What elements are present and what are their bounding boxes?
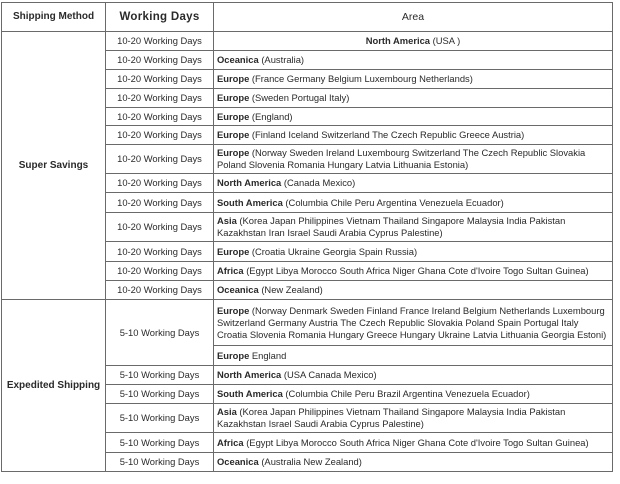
countries-label: (Croatia Ukraine Georgia Spain Russia) [251, 245, 418, 257]
method-cell: Expedited Shipping [2, 300, 106, 472]
area-cell [214, 193, 613, 213]
days-cell: 10-20 Working Days [106, 213, 214, 242]
region-label: Europe [217, 245, 250, 257]
method-cell: Super Savings [2, 32, 106, 300]
countries-label: (USA ) [432, 35, 461, 46]
region-label: Europe [217, 349, 250, 361]
region-label: North America [365, 35, 431, 46]
region-label: Europe [217, 129, 250, 140]
days-cell: 5-10 Working Days [106, 385, 214, 404]
area-cell [214, 145, 613, 174]
region-label: North America [217, 177, 282, 188]
region-label: Asia [217, 215, 237, 226]
header-row [2, 3, 613, 32]
area-cell [214, 366, 613, 385]
days-cell: 5-10 Working Days [106, 366, 214, 385]
area-cell [214, 32, 613, 51]
region-label: Africa [217, 436, 244, 448]
region-label: South America [217, 196, 283, 208]
table-body [2, 32, 613, 472]
days-cell: 10-20 Working Days [106, 126, 214, 145]
days-cell: 10-20 Working Days [106, 193, 214, 213]
area-cell [214, 126, 613, 145]
area-cell [214, 51, 613, 70]
days-cell: 10-20 Working Days [106, 281, 214, 300]
countries-label: (Australia New Zealand) [261, 456, 362, 467]
days-cell: 10-20 Working Days [106, 174, 214, 193]
days-cell: 5-10 Working Days [106, 453, 214, 472]
days-cell: 5-10 Working Days [106, 433, 214, 453]
days-cell: 10-20 Working Days [106, 51, 214, 70]
header-shipping-method: Shipping Method [2, 3, 106, 32]
region-label: Oceanica [217, 456, 259, 467]
region-label: Europe [217, 73, 250, 84]
area-cell [214, 433, 613, 453]
area-cell [214, 213, 613, 242]
region-label: Europe [217, 147, 250, 158]
countries-label: (Sweden Portugal Italy) [251, 92, 350, 103]
area-cell [214, 385, 613, 404]
header-working-days: Working Days [106, 3, 214, 32]
countries-label: (Columbia Chile Peru Brazil Argentina Venezuela Ecuador) [285, 388, 530, 399]
area-cell [214, 453, 613, 472]
days-cell: 5-10 Working Days [106, 300, 214, 366]
countries-label: (Korea Japan Philippines Vietnam Thailand Singapore Malaysia India Pakistan Kazakhstan Iran Israel Saudi Arabia Cyprus Palestine) [217, 215, 566, 238]
region-label: North America [217, 369, 282, 380]
countries-label: (France Germany Belgium Luxembourg Netherlands) [251, 73, 473, 84]
area-cell [214, 262, 613, 281]
region-label: Oceanica [217, 284, 259, 295]
countries-label: (Australia) [261, 54, 305, 65]
area-cell [214, 108, 613, 126]
days-cell: 10-20 Working Days [106, 108, 214, 126]
days-cell: 10-20 Working Days [106, 262, 214, 281]
region-label: Europe [217, 110, 250, 122]
region-label: Asia [217, 406, 237, 417]
countries-label: (Korea Japan Philippines Vietnam Thailand Singapore Malaysia India Pakistan Kazakhstan Israel Saudi Arabia Cyprus Palestine) [217, 406, 566, 429]
countries-label: (Norway Sweden Ireland Luxembourg Switzerland The Czech Republic Slovakia Poland Slovenia Romania Hungary Latvia Lithuania Estonia) [217, 147, 586, 170]
countries-label: England [251, 349, 287, 361]
area-cell [214, 70, 613, 89]
days-cell: 10-20 Working Days [106, 145, 214, 174]
days-cell: 10-20 Working Days [106, 242, 214, 262]
countries-label: (Canada Mexico) [283, 177, 356, 188]
days-cell: 5-10 Working Days [106, 404, 214, 433]
countries-label: (Egypt Libya Morocco South Africa Niger Ghana Cote d'Ivoire Togo Sultan Guinea) [246, 265, 589, 276]
area-cell [214, 281, 613, 300]
area-cell [214, 174, 613, 193]
countries-label: (Finland Iceland Switzerland The Czech Republic Greece Austria) [251, 129, 525, 140]
table-row [2, 300, 613, 346]
countries-label: (USA Canada Mexico) [283, 369, 377, 380]
region-label: Oceanica [217, 54, 259, 65]
region-label: South America [217, 388, 283, 399]
header-area: Area [214, 3, 613, 32]
table-row [2, 32, 613, 51]
area-cell [214, 242, 613, 262]
region-label: Europe [217, 92, 250, 103]
countries-label: (New Zealand) [261, 284, 323, 295]
countries-label: (Norway Denmark Sweden Finland France Ireland Belgium Netherlands Luxembourg Switzerland Germany Austria The Czech Republic Slovakia Poland Spain Portugal Italy Croatia Slovenia Romania Hungary Greece Hungary Ukraine Latvia Lithuania Georgia Estoni) [217, 304, 607, 340]
region-label: Africa [217, 265, 244, 276]
shipping-table [1, 2, 613, 472]
days-cell: 10-20 Working Days [106, 70, 214, 89]
days-cell: 10-20 Working Days [106, 32, 214, 51]
area-cell [214, 404, 613, 433]
area-cell [214, 346, 613, 366]
days-cell: 10-20 Working Days [106, 89, 214, 108]
region-label: Europe [217, 304, 250, 316]
countries-label: (Columbia Chile Peru Argentina Venezuela Ecuador) [285, 196, 504, 208]
area-cell [214, 89, 613, 108]
countries-label: (Egypt Libya Morocco South Africa Niger Ghana Cote d'Ivoire Togo Sultan Guinea) [246, 436, 589, 448]
area-cell [214, 300, 613, 346]
countries-label: (England) [251, 110, 293, 122]
